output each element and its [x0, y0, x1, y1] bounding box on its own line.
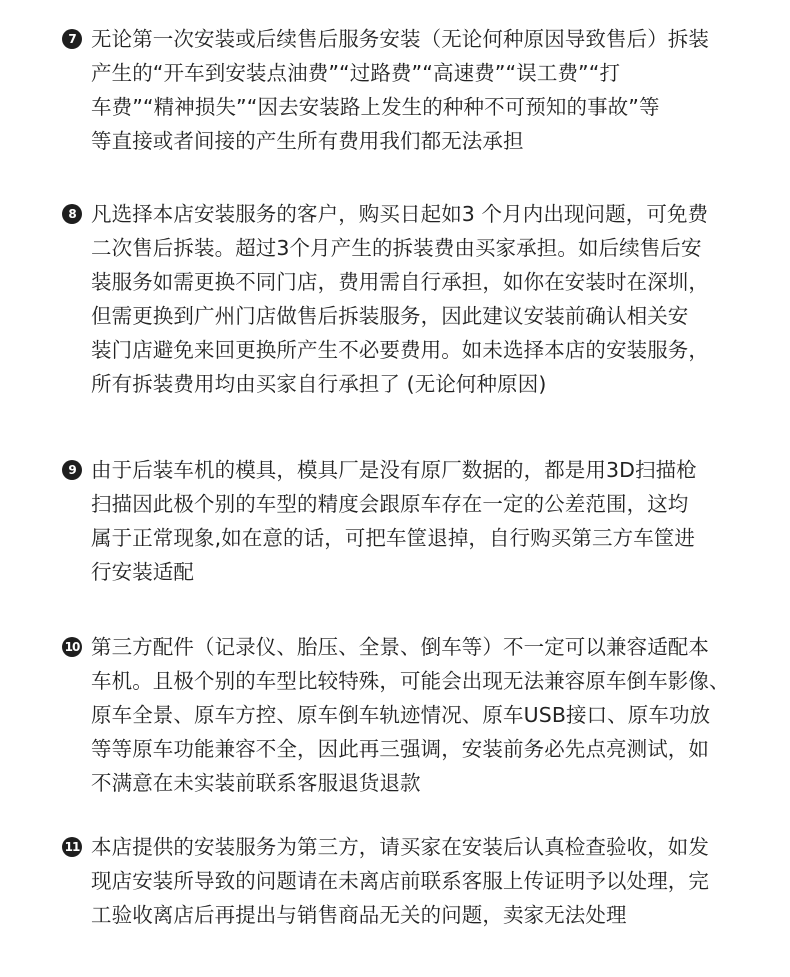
text-line: 由于后装车机的模具，模具厂是没有原厂数据的，都是用3D扫描枪 [91, 458, 697, 482]
text-line: 等直接或者间接的产生所有费用我们都无法承担 [91, 129, 524, 153]
text-line: 现店安装所导致的问题请在未离店前联系客服上传证明予以处理，完 [91, 869, 709, 893]
text-line: 装服务如需更换不同门店，费用需自行承担，如你在安装时在深圳， [91, 270, 709, 294]
item-number-badge: 10 [62, 637, 82, 657]
text-line: 第三方配件（记录仪、胎压、全景、倒车等）不一定可以兼容适配本 [91, 635, 709, 659]
text-line: 二次售后拆装。超过3个月产生的拆装费由买家承担。如后续售后安 [91, 236, 702, 260]
text-line: 无论第一次安装或后续售后服务安装（无论何种原因导致售后）拆装 [91, 27, 709, 51]
text-line: 不满意在未实装前联系客服退货退款 [91, 771, 421, 795]
term-item-10 [62, 630, 752, 800]
item-number-badge: 7 [62, 29, 82, 49]
text-line: 车机。且极个别的车型比较特殊，可能会出现无法兼容原车倒车影像、 [91, 669, 730, 693]
text-line: 等等原车功能兼容不全，因此再三强调，安装前务必先点亮测试，如 [91, 737, 709, 761]
item-number-badge: 9 [62, 460, 82, 480]
term-item-8 [62, 197, 752, 401]
item-number-badge: 11 [62, 837, 82, 857]
text-line: 工验收离店后再提出与销售商品无关的问题，卖家无法处理 [91, 903, 627, 927]
item-number-badge: 8 [62, 204, 82, 224]
text-line: 属于正常现象,如在意的话，可把车筐退掉，自行购买第三方车筐进 [91, 526, 696, 550]
text-line: 原车全景、原车方控、原车倒车轨迹情况、原车USB接口、原车功放 [91, 703, 711, 727]
text-line: 产生的“开车到安装点油费”“过路费”“高速费”“误工费”“打 [91, 61, 621, 85]
text-line: 行安装适配 [91, 560, 194, 584]
term-item-11 [62, 830, 752, 932]
text-line: 所有拆装费用均由买家自行承担了 (无论何种原因) [91, 372, 547, 396]
text-line: 凡选择本店安装服务的客户，购买日起如3 个月内出现问题，可免费 [91, 202, 709, 226]
term-item-9 [62, 453, 752, 589]
text-line: 但需更换到广州门店做售后拆装服务，因此建议安装前确认相关安 [91, 304, 689, 328]
term-item-7 [62, 22, 752, 158]
text-line: 装门店避免来回更换所产生不必要费用。如未选择本店的安装服务， [91, 338, 709, 362]
text-line: 扫描因此极个别的车型的精度会跟原车存在一定的公差范围，这均 [91, 492, 689, 516]
text-line: 车费”“精神损失”“因去安装路上发生的种种不可预知的事故”等 [91, 95, 660, 119]
text-line: 本店提供的安装服务为第三方，请买家在安装后认真检查验收，如发 [91, 835, 709, 859]
